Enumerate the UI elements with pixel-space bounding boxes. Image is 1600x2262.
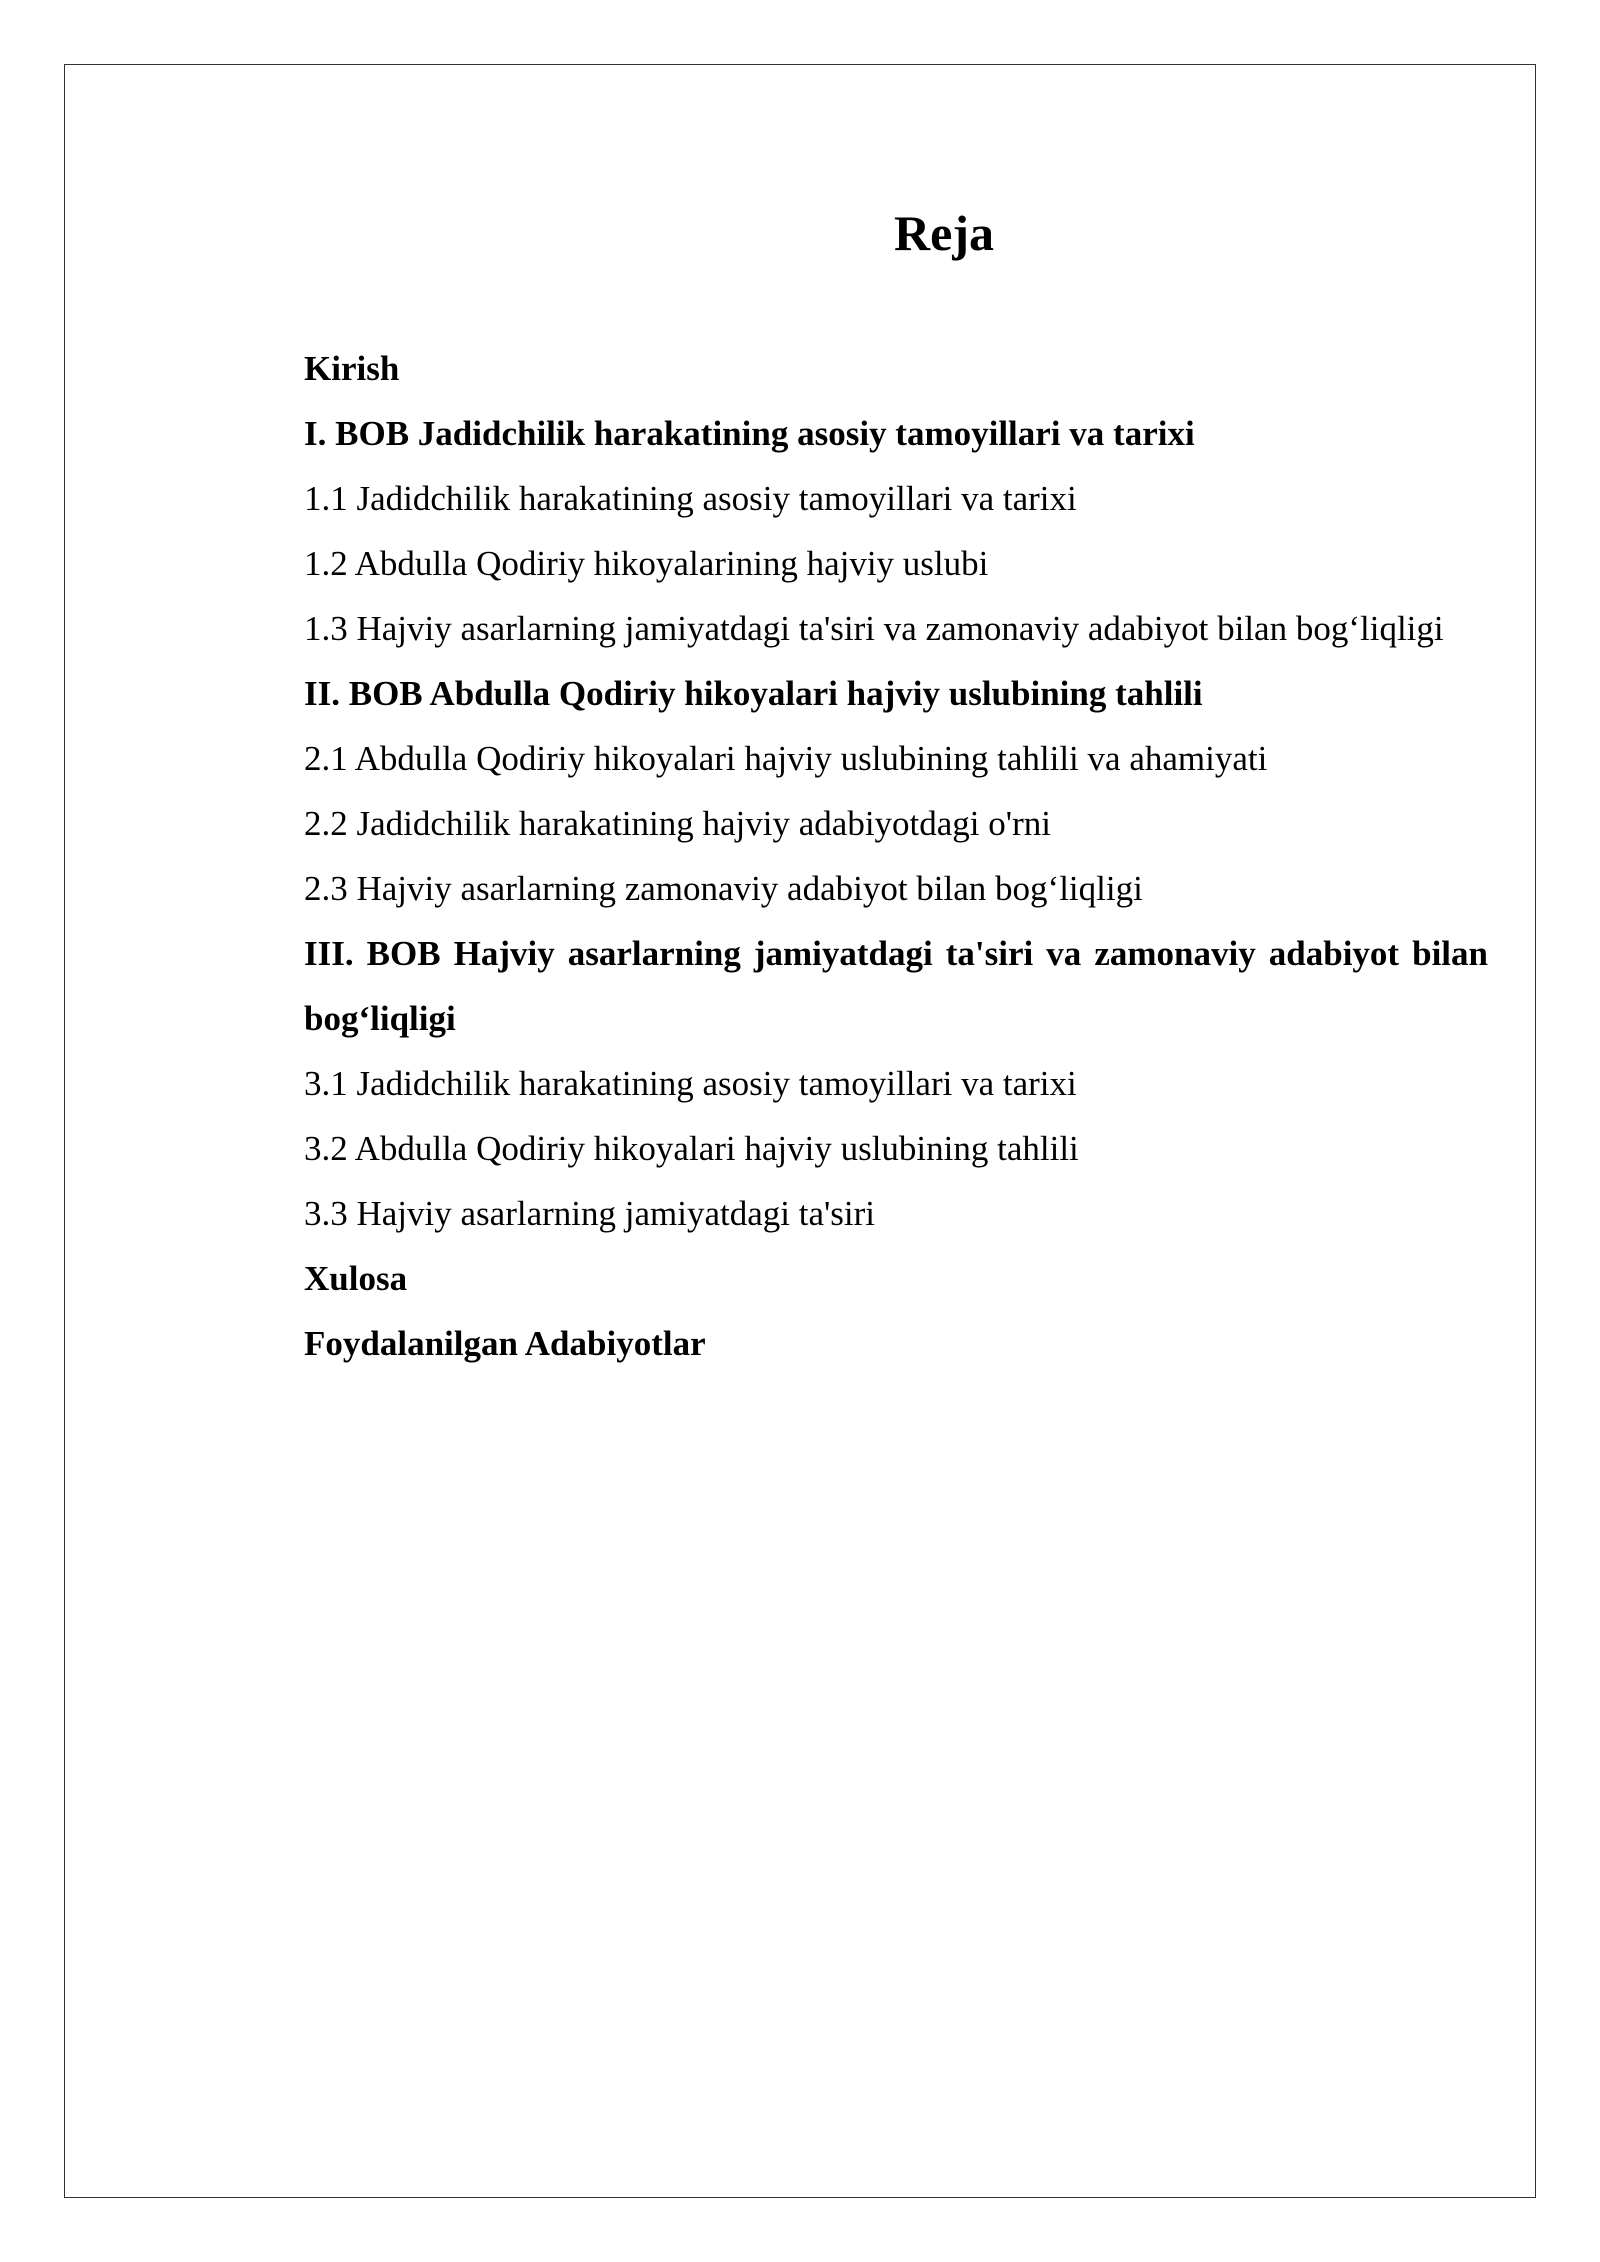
toc-section-3-2: 3.2 Abdulla Qodiriy hikoyalari hajviy uslubining tahlili <box>304 1129 1079 1168</box>
table-of-contents <box>304 336 1488 1376</box>
toc-chapter-2: II. BOB Abdulla Qodiriy hikoyalari hajviy uslubining tahlili <box>304 674 1203 713</box>
toc-section-2-2: 2.2 Jadidchilik harakatining hajviy adabiyotdagi o'rni <box>304 804 1051 843</box>
toc-chapter-1: I. BOB Jadidchilik harakatining asosiy tamoyillari va tarixi <box>304 414 1195 453</box>
toc-section-1-1: 1.1 Jadidchilik harakatining asosiy tamoyillari va tarixi <box>304 479 1077 518</box>
page-title: Reja <box>894 205 994 261</box>
toc-item-conclusion: Xulosa <box>304 1259 408 1298</box>
toc-chapter-3: III. BOB Hajviy asarlarning jamiyatdagi ta'siri va zamonaviy adabiyot bilan bog‘liqligi <box>304 934 1488 1038</box>
toc-section-1-3: 1.3 Hajviy asarlarning jamiyatdagi ta'siri va zamonaviy adabiyot bilan bog‘liqligi <box>304 609 1444 648</box>
toc-section-3-3: 3.3 Hajviy asarlarning jamiyatdagi ta'siri <box>304 1194 876 1233</box>
toc-item-references: Foydalanilgan Adabiyotlar <box>304 1324 706 1363</box>
toc-section-1-2: 1.2 Abdulla Qodiriy hikoyalarining hajviy uslubi <box>304 544 989 583</box>
toc-section-2-1: 2.1 Abdulla Qodiriy hikoyalari hajviy uslubining tahlili va ahamiyati <box>304 739 1268 778</box>
toc-section-2-3: 2.3 Hajviy asarlarning zamonaviy adabiyot bilan bog‘liqligi <box>304 869 1143 908</box>
toc-item-introduction: Kirish <box>304 349 400 388</box>
toc-section-3-1: 3.1 Jadidchilik harakatining asosiy tamoyillari va tarixi <box>304 1064 1077 1103</box>
